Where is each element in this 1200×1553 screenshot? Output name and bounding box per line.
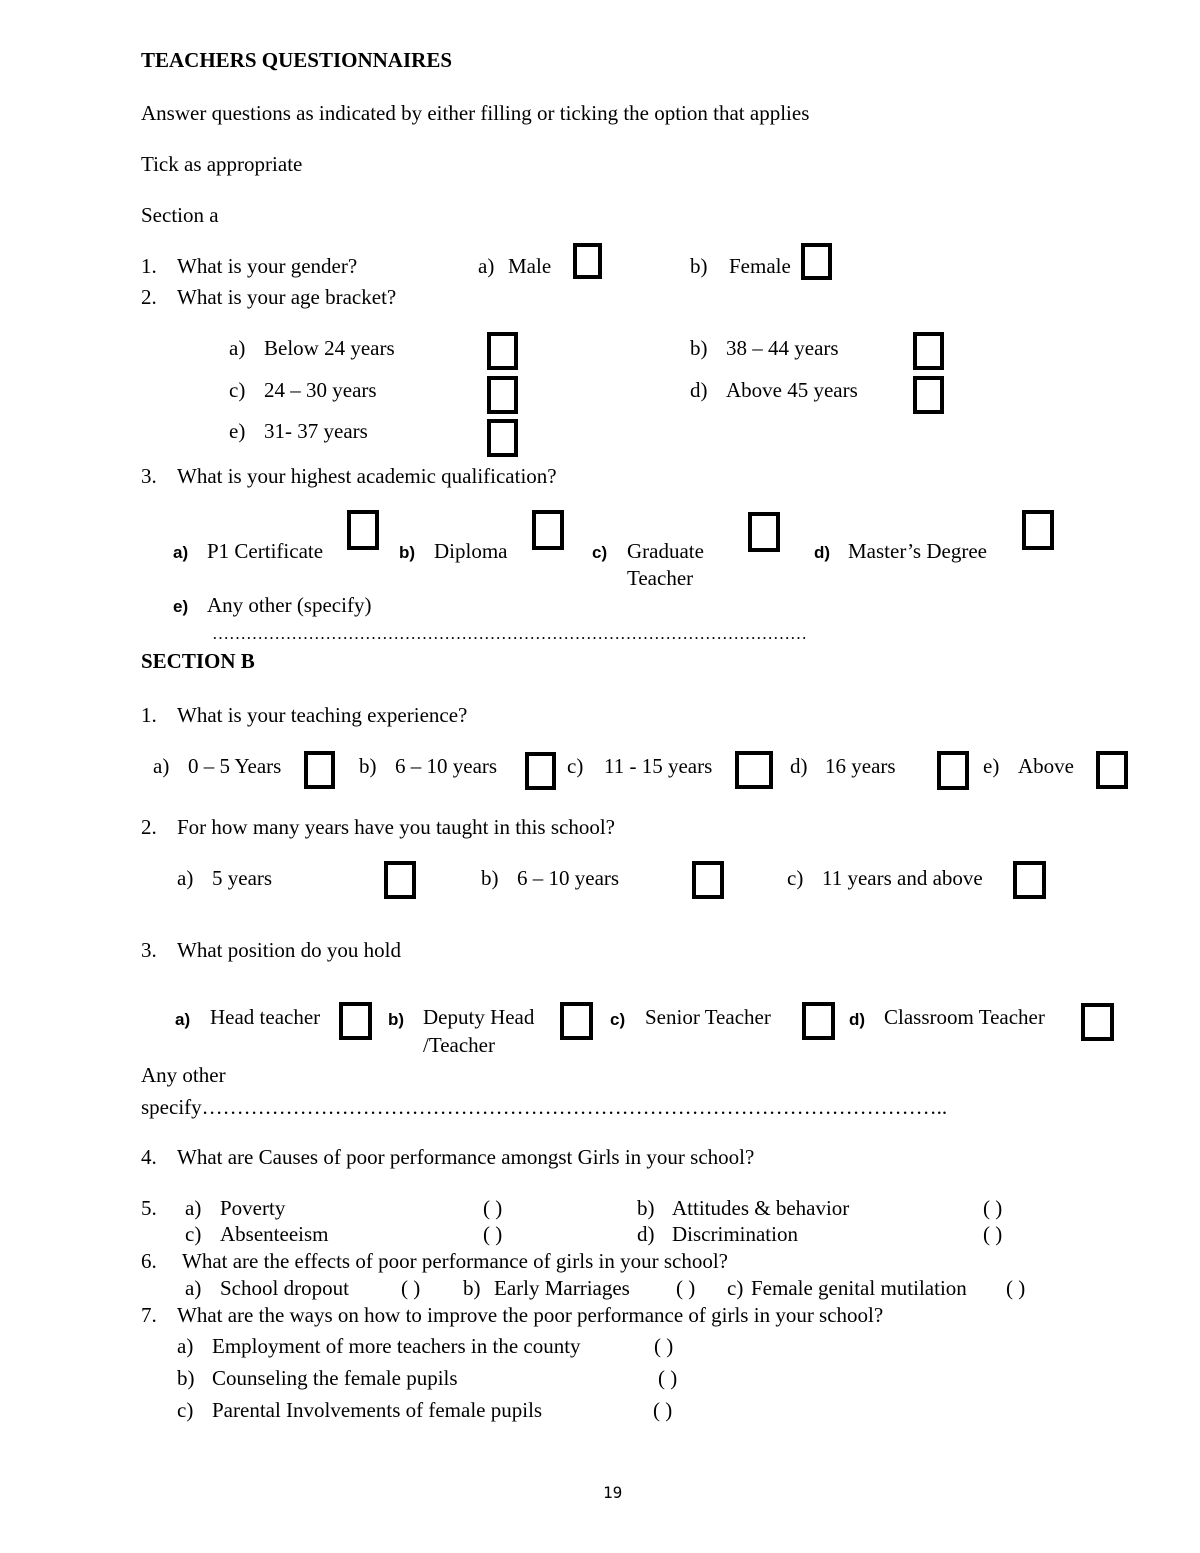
option-label: Poverty (220, 1196, 286, 1220)
option-letter: e) (229, 419, 246, 443)
checkbox-senior-teacher[interactable] (802, 1002, 835, 1040)
option-letter: d) (690, 378, 708, 402)
option-label: Early Marriages (494, 1276, 630, 1300)
option-label: Parental Involvements of female pupils (212, 1398, 543, 1422)
option-label-line2: /Teacher (423, 1033, 495, 1057)
option-label: 31- 37 years (264, 419, 368, 443)
option-letter: d) (849, 1010, 866, 1029)
option-label: Diploma (434, 539, 508, 563)
checkbox-age-24-30[interactable] (487, 376, 518, 414)
question-number: 6. (141, 1249, 157, 1273)
option-letter: b) (359, 754, 377, 778)
option-letter: c) (229, 378, 246, 402)
specify-line[interactable]: …………………………………………………………………………………………… (212, 624, 807, 643)
checkbox-masters-degree[interactable] (1022, 510, 1054, 550)
question-number: 1. (141, 254, 157, 278)
tick-option-discrimination[interactable]: ( ) (983, 1222, 1003, 1246)
tick-option-absenteeism[interactable]: ( ) (483, 1222, 503, 1246)
option-letter: a) (185, 1276, 202, 1300)
option-label: 38 – 44 years (726, 336, 839, 360)
option-label: 11 years and above (822, 866, 983, 890)
option-letter: c) (185, 1222, 202, 1246)
option-label: P1 Certificate (207, 539, 324, 563)
option-label: Graduate (627, 539, 704, 563)
option-label: 0 – 5 Years (188, 754, 282, 778)
option-letter: a) (478, 254, 495, 278)
option-label: Senior Teacher (645, 1005, 771, 1029)
question-number: 7. (141, 1303, 157, 1327)
option-letter: b) (690, 336, 708, 360)
option-letter: c) (592, 543, 608, 562)
option-label: 11 - 15 years (604, 754, 713, 778)
question-number: 3. (141, 938, 157, 962)
checkbox-age-31-37[interactable] (487, 419, 518, 457)
question-number: 2. (141, 285, 157, 309)
option-label: School dropout (220, 1276, 349, 1300)
checkbox-head-teacher[interactable] (339, 1002, 372, 1040)
page-number: 19 (603, 1483, 623, 1502)
option-label-male: Male (508, 254, 552, 278)
option-letter: c) (610, 1010, 626, 1029)
section-a-label: Section a (141, 203, 219, 227)
section-b-label: SECTION B (141, 649, 255, 673)
option-letter: b) (399, 543, 416, 562)
checkbox-exp-16[interactable] (937, 751, 969, 790)
checkbox-exp-0-5[interactable] (304, 751, 335, 789)
option-label-female: Female (729, 254, 791, 278)
tick-option-counseling[interactable]: ( ) (658, 1366, 678, 1390)
question-number: 1. (141, 703, 157, 727)
checkbox-p1-certificate[interactable] (347, 510, 379, 550)
option-label: Employment of more teachers in the county (212, 1334, 581, 1358)
checkbox-exp-11-15[interactable] (735, 751, 773, 789)
tick-option-employment[interactable]: ( ) (654, 1334, 674, 1358)
checkbox-diploma[interactable] (532, 510, 564, 550)
checkbox-age-38-44[interactable] (913, 332, 944, 370)
option-letter: b) (690, 254, 708, 278)
option-label: Discrimination (672, 1222, 798, 1246)
checkbox-female[interactable] (801, 243, 832, 280)
option-label: 6 – 10 years (395, 754, 498, 778)
option-letter: e) (983, 754, 1000, 778)
option-label: Counseling the female pupils (212, 1366, 458, 1390)
page-title: TEACHERS QUESTIONNAIRES (141, 48, 453, 72)
question-number: 3. (141, 464, 157, 488)
question-text: What are Causes of poor performance amongst Girls in your school? (177, 1145, 755, 1169)
option-letter: a) (153, 754, 170, 778)
option-label: Attitudes & behavior (672, 1196, 850, 1220)
checkbox-male[interactable] (573, 243, 602, 279)
tick-option-early-marriages[interactable]: ( ) (676, 1276, 696, 1300)
option-letter: d) (790, 754, 808, 778)
option-letter: c) (567, 754, 584, 778)
option-letter: b) (481, 866, 499, 890)
question-text: What is your teaching experience? (177, 703, 468, 727)
option-letter: d) (637, 1222, 655, 1246)
option-letter: b) (177, 1366, 195, 1390)
question-text: What is your gender? (177, 254, 358, 278)
option-label: 5 years (212, 866, 273, 890)
option-label: 24 – 30 years (264, 378, 377, 402)
checkbox-years-6-10[interactable] (692, 861, 724, 899)
option-label: 16 years (825, 754, 896, 778)
question-text: For how many years have you taught in this school? (177, 815, 616, 839)
option-letter: a) (229, 336, 246, 360)
option-letter: a) (175, 1010, 191, 1029)
checkbox-exp-6-10[interactable] (525, 752, 556, 790)
tick-option-parental[interactable]: ( ) (653, 1398, 673, 1422)
checkbox-deputy-head[interactable] (560, 1002, 593, 1040)
option-letter: e) (173, 597, 189, 616)
specify-line[interactable]: specify…………………………………………………………………………………………….. (141, 1095, 948, 1119)
tick-option-fgm[interactable]: ( ) (1006, 1276, 1026, 1300)
instruction-text: Answer questions as indicated by either filling or ticking the option that applies (141, 101, 810, 125)
question-text: What are the effects of poor performance of girls in your school? (182, 1249, 728, 1273)
option-letter: a) (177, 1334, 194, 1358)
option-letter: c) (177, 1398, 194, 1422)
checkbox-graduate-teacher[interactable] (748, 512, 780, 552)
option-label: Master’s Degree (848, 539, 987, 563)
tick-option-attitudes[interactable]: ( ) (983, 1196, 1003, 1220)
question-text: What is your age bracket? (177, 285, 397, 309)
checkbox-classroom-teacher[interactable] (1081, 1003, 1114, 1041)
option-label: Above 45 years (726, 378, 858, 402)
checkbox-age-below-24[interactable] (487, 332, 518, 370)
option-label-line2: Teacher (627, 566, 694, 590)
checkbox-age-above-45[interactable] (913, 376, 944, 414)
question-number: 5. (141, 1196, 157, 1220)
option-label: Above (1018, 754, 1074, 778)
option-label: Female genital mutilation (751, 1276, 967, 1300)
tick-option-school-dropout[interactable]: ( ) (401, 1276, 421, 1300)
checkbox-years-11-above[interactable] (1013, 861, 1046, 899)
option-letter: b) (463, 1276, 481, 1300)
option-label: 6 – 10 years (517, 866, 620, 890)
question-text: What is your highest academic qualification? (177, 464, 557, 488)
option-letter: c) (787, 866, 804, 890)
tick-note: Tick as appropriate (141, 152, 303, 176)
option-label: Any other (specify) (207, 593, 372, 617)
option-label: Deputy Head (423, 1005, 535, 1029)
question-text: What are the ways on how to improve the poor performance of girls in your school? (177, 1303, 884, 1327)
option-letter: b) (388, 1010, 405, 1029)
checkbox-exp-above[interactable] (1096, 751, 1128, 789)
option-letter: a) (185, 1196, 202, 1220)
question-number: 2. (141, 815, 157, 839)
option-letter: a) (173, 543, 189, 562)
option-letter: d) (814, 543, 831, 562)
option-letter: a) (177, 866, 194, 890)
option-label: Below 24 years (264, 336, 395, 360)
option-label: Classroom Teacher (884, 1005, 1045, 1029)
any-other-label: Any other (141, 1063, 226, 1087)
question-number: 4. (141, 1145, 157, 1169)
option-label: Head teacher (210, 1005, 321, 1029)
option-label: Absenteeism (220, 1222, 329, 1246)
option-letter: c) (727, 1276, 744, 1300)
tick-option-poverty[interactable]: ( ) (483, 1196, 503, 1220)
checkbox-years-5[interactable] (384, 861, 416, 899)
option-letter: b) (637, 1196, 655, 1220)
question-text: What position do you hold (177, 938, 401, 962)
